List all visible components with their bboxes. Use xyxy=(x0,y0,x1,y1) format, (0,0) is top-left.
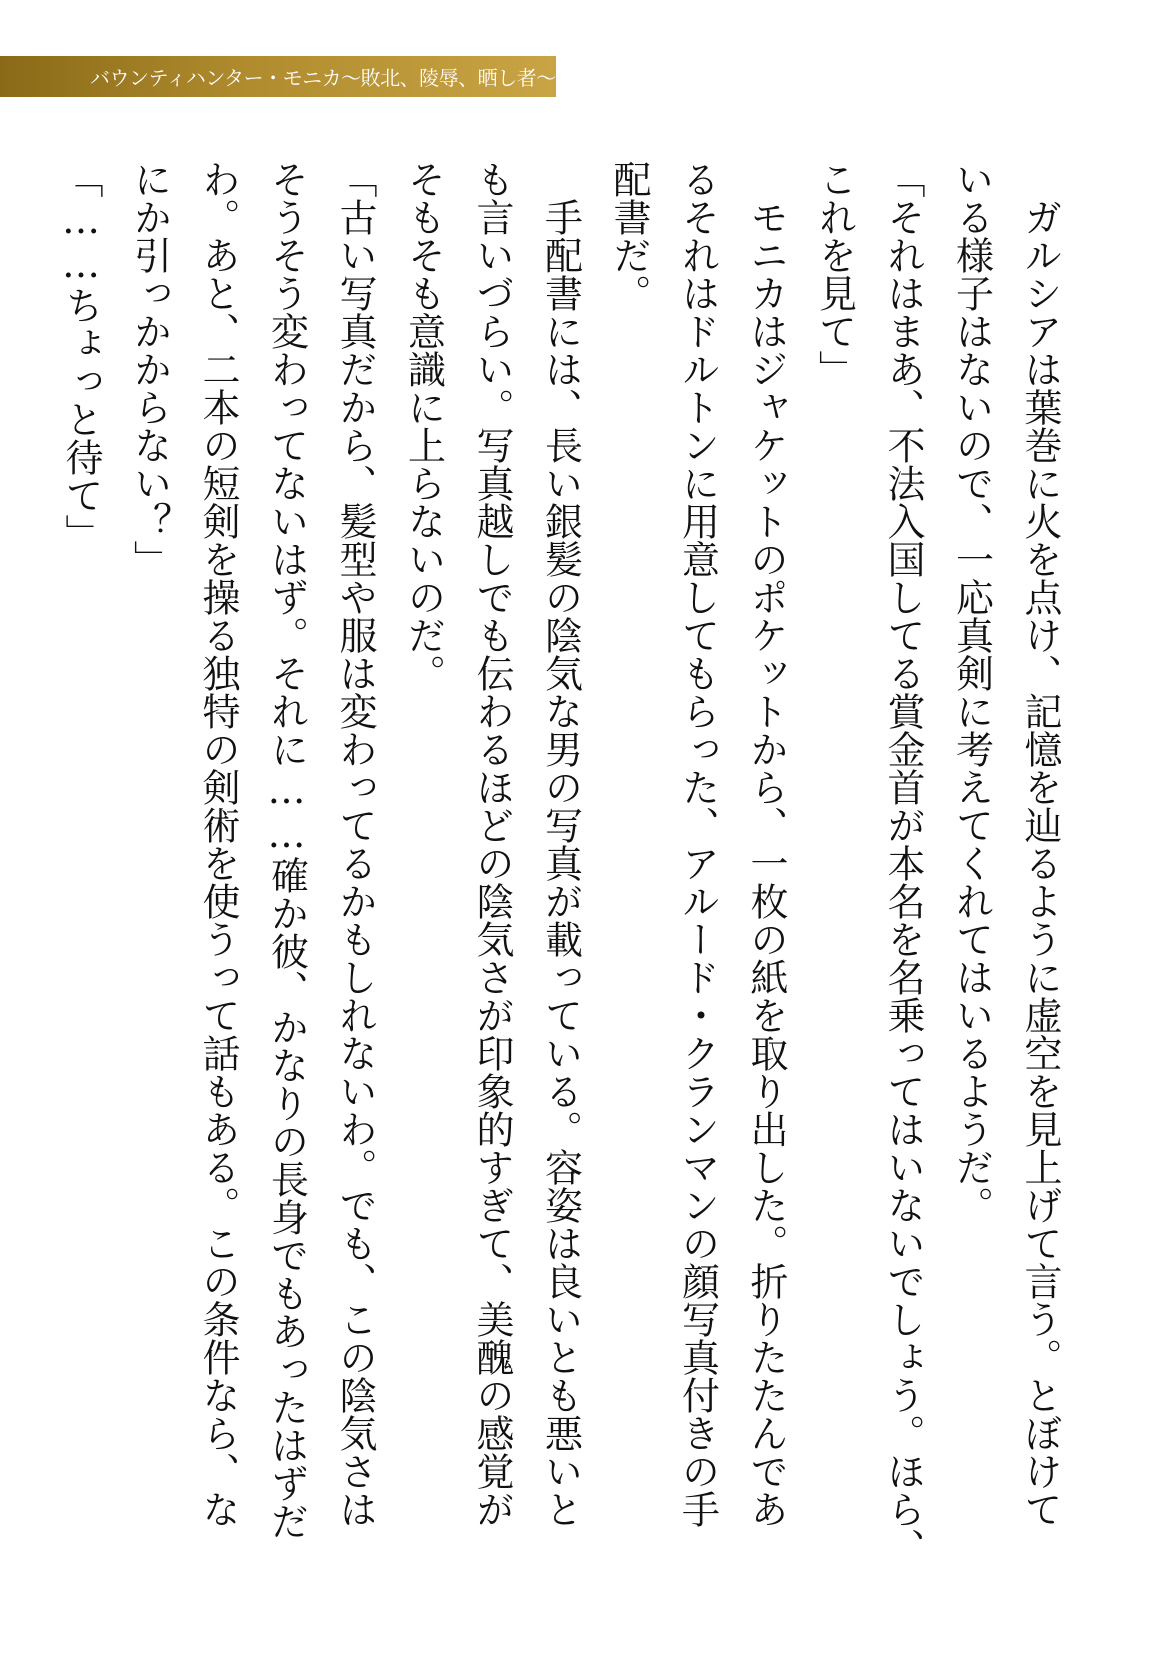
text-line: わ。あと、二本の短剣を操る独特の剣術を使うって話もある。この条件なら、な xyxy=(196,160,240,1528)
text-line: ガルシアは葉巻に火を点け、記憶を辿るように虚空を見上げて言う。とぼけて xyxy=(1018,198,1062,1528)
text-line: モニカはジャケットのポケットから、一枚の紙を取り出した。折りたたんであ xyxy=(744,198,788,1528)
text-line: これを見て」 xyxy=(812,160,857,388)
text-line: 配書だ。 xyxy=(607,160,651,312)
text-line: 手配書には、長い銀髪の陰気な男の写真が載っている。容姿は良いとも悪いと xyxy=(538,198,583,1528)
text-line: 「古い写真だから、髪型や服は変わってるかもしれないわ。でも、この陰気さは xyxy=(333,160,377,1528)
text-line: 「……ちょっと待て」 xyxy=(59,160,103,552)
header-title: バウンティハンター・モニカ〜敗北、陵辱、晒し者〜 xyxy=(90,66,556,90)
text-line: も言いづらい。写真越しでも伝わるほどの陰気さが印象的すぎて、美醜の感覚が xyxy=(470,160,514,1528)
header-band xyxy=(0,56,556,97)
text-line: いる様子はないので、一応真剣に考えてくれてはいるようだ。 xyxy=(949,160,994,1224)
vertical-text-body xyxy=(59,160,1074,1630)
text-line: にか引っかからない？」 xyxy=(127,160,172,578)
text-line: るそれはドルトンに用意してもらった、アルード・クランマンの顔写真付きの手 xyxy=(675,160,720,1528)
text-line: そもそも意識に上らないのだ。 xyxy=(401,160,446,692)
text-line: そうそう変わってないはず。それに……確か彼、かなりの長身でもあったはずだ xyxy=(264,160,309,1540)
text-line: 「それはまあ、不法入国してる賞金首が本名を名乗ってはいないでしょう。ほら、 xyxy=(881,160,925,1566)
